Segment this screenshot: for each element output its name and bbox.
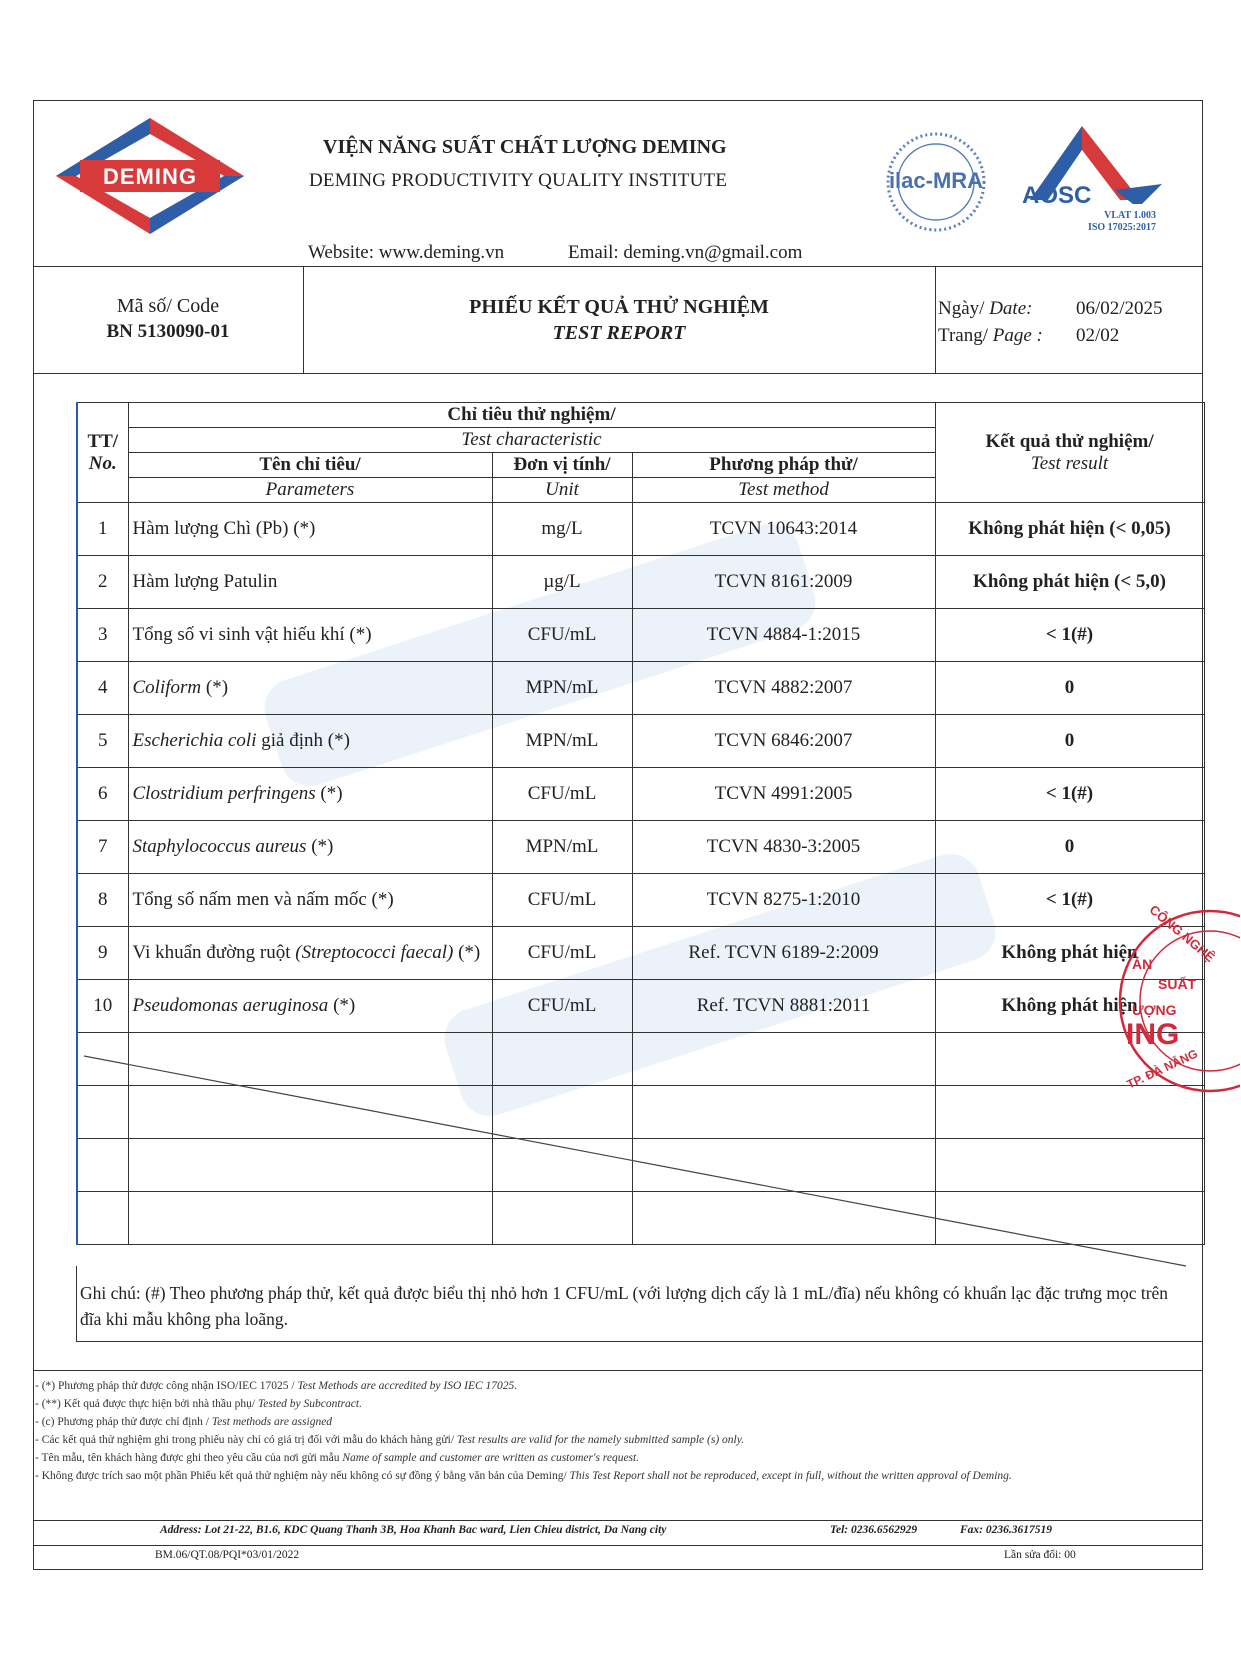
- deming-logo: [52, 114, 248, 238]
- stamp-line2: SUẤT: [1158, 976, 1197, 992]
- page-label-en: Page :: [992, 325, 1043, 346]
- footnote-line: [35, 1431, 1195, 1449]
- row-number: 9: [77, 927, 128, 980]
- strike-line: [76, 1048, 1203, 1273]
- date-label-en: Date:: [989, 298, 1033, 319]
- row-number: 4: [77, 662, 128, 715]
- divider: [935, 266, 936, 373]
- stamp-bottom: TP. ĐÀ NẴNG: [1124, 1046, 1200, 1092]
- row-unit: CFU/mL: [492, 768, 632, 821]
- page-value: 02/02: [1076, 325, 1120, 346]
- table-row: [77, 609, 1204, 662]
- row-number: 3: [77, 609, 128, 662]
- date-label-vi: Ngày/: [938, 298, 985, 319]
- table-row: [77, 874, 1204, 927]
- footnote-vi: - Không được trích sao một phần Phiếu kết quả thử nghiệm này nếu không có sự đồng ý bằng văn bản của Deming/: [35, 1470, 570, 1482]
- parameter-name: (*): [328, 995, 356, 1016]
- footnote-en: Test Methods are accredited by ISO IEC 17025.: [297, 1380, 518, 1392]
- table-row: [77, 821, 1204, 874]
- code-label: Mã số/ Code: [116, 295, 220, 317]
- footnote-en: Test methods are assigned: [211, 1416, 333, 1428]
- footnote-line: [35, 1467, 1195, 1485]
- ilac-text: ilac-MRA: [888, 168, 984, 193]
- parameter-name-italic: Pseudomonas aeruginosa: [132, 995, 329, 1016]
- param-header-en: Parameters: [128, 478, 492, 503]
- row-method: Ref. TCVN 6189-2:2009: [632, 927, 935, 980]
- parameter-name: Tổng số nấm men và nấm mốc (*): [132, 889, 394, 910]
- date-label: [938, 298, 1032, 320]
- char-header-en: Test characteristic: [128, 428, 935, 453]
- result-header-en: Test result: [1030, 452, 1109, 474]
- footnote-line: [35, 1449, 1195, 1467]
- row-parameter: [128, 556, 492, 609]
- footnote-line: [35, 1413, 1195, 1431]
- footnote-en: Name of sample and customer are written as customer's request.: [342, 1452, 640, 1464]
- row-unit: CFU/mL: [492, 609, 632, 662]
- aosc-logo: [1020, 124, 1170, 238]
- row-method: TCVN 4830-3:2005: [632, 821, 935, 874]
- stamp-ring-text: CÔNG NGHỆ: [1146, 901, 1218, 966]
- row-number: 6: [77, 768, 128, 821]
- parameter-name: (*): [453, 942, 481, 963]
- parameter-name-italic: Clostridium perfringens: [132, 783, 316, 804]
- row-unit: CFU/mL: [492, 927, 632, 980]
- parameter-name: (*): [315, 783, 343, 804]
- report-title-vi: PHIẾU KẾT QUẢ THỬ NGHIỆM: [469, 296, 769, 318]
- row-result: 0: [935, 715, 1204, 768]
- row-number: 5: [77, 715, 128, 768]
- table-row: [77, 556, 1204, 609]
- report-title-en: TEST REPORT: [552, 322, 686, 344]
- parameter-name: Hàm lượng Patulin: [132, 571, 278, 592]
- row-number: 8: [77, 874, 128, 927]
- row-number: 2: [77, 556, 128, 609]
- row-unit: CFU/mL: [492, 980, 632, 1033]
- row-unit: MPN/mL: [492, 662, 632, 715]
- param-header-vi: Tên chỉ tiêu/: [128, 453, 492, 478]
- row-parameter: [128, 662, 492, 715]
- row-parameter: [128, 980, 492, 1033]
- row-unit: CFU/mL: [492, 874, 632, 927]
- result-header: [935, 403, 1204, 503]
- row-unit: MPN/mL: [492, 715, 632, 768]
- row-parameter: [128, 768, 492, 821]
- parameter-name: Hàm lượng Chì (Pb) (*): [132, 518, 316, 539]
- footnote-vi: - (*) Phương pháp thử được công nhận ISO/IEC 17025 /: [35, 1380, 298, 1392]
- company-stamp: [1112, 901, 1240, 1096]
- row-method: TCVN 6846:2007: [632, 715, 935, 768]
- email-text: Email: deming.vn@gmail.com: [568, 242, 803, 263]
- row-parameter: [128, 715, 492, 768]
- method-header-vi: Phương pháp thử/: [632, 453, 935, 478]
- parameter-name: giả định (*): [256, 730, 350, 751]
- stamp-line3: ƯỢNG: [1132, 1002, 1177, 1018]
- aosc-vlat: VLAT 1.003: [1104, 210, 1156, 221]
- form-code: BM.06/QT.08/PQI*03/01/2022: [155, 1549, 300, 1561]
- row-method: Ref. TCVN 8881:2011: [632, 980, 935, 1033]
- footnotes: [35, 1377, 1195, 1485]
- row-result: < 1(#): [935, 874, 1204, 927]
- logo-text: DEMING: [103, 164, 197, 189]
- institute-name-en: DEMING PRODUCTIVITY QUALITY INSTITUTE: [309, 170, 728, 191]
- parameter-name-italic: Staphylococcus aureus: [132, 836, 307, 857]
- stamp-line1: ẢN: [1132, 956, 1153, 972]
- revision-text: Lần sửa đổi: 00: [1004, 1549, 1076, 1561]
- aosc-text: AOSC: [1022, 182, 1092, 209]
- row-method: TCVN 4882:2007: [632, 662, 935, 715]
- ilac-mra-logo: [876, 130, 996, 234]
- row-parameter: [128, 874, 492, 927]
- row-result: Không phát hiện: [935, 927, 1204, 980]
- row-parameter: [128, 609, 492, 662]
- footnote-line: [35, 1377, 1195, 1395]
- row-unit: MPN/mL: [492, 821, 632, 874]
- divider: [33, 1520, 1203, 1521]
- footnote-vi: - Tên mẫu, tên khách hàng được ghi theo yêu cầu của nơi gửi mẫu: [35, 1452, 343, 1464]
- row-method: TCVN 4884-1:2015: [632, 609, 935, 662]
- row-method: TCVN 10643:2014: [632, 503, 935, 556]
- table-row: [77, 715, 1204, 768]
- divider: [33, 266, 1203, 267]
- divider: [33, 1370, 1203, 1371]
- char-header-vi: Chỉ tiêu thử nghiệm/: [128, 403, 935, 428]
- footnote-vi: - (c) Phương pháp thử được chỉ định /: [35, 1416, 212, 1428]
- page-label: [938, 325, 1043, 347]
- divider: [33, 1545, 1203, 1546]
- footnote-en: Tested by Subcontract.: [257, 1398, 362, 1410]
- row-method: TCVN 8275-1:2010: [632, 874, 935, 927]
- row-parameter: [128, 927, 492, 980]
- tel-text: Tel: 0236.6562929: [830, 1524, 918, 1536]
- parameter-name-italic: (Streptococci faecal): [295, 942, 454, 963]
- unit-header-en: Unit: [492, 478, 632, 503]
- row-number: 7: [77, 821, 128, 874]
- table-row: [77, 980, 1204, 1033]
- table-row: [77, 768, 1204, 821]
- date-value: 06/02/2025: [1076, 298, 1163, 319]
- row-result: Không phát hiện (< 5,0): [935, 556, 1204, 609]
- divider: [76, 1341, 1203, 1342]
- divider: [303, 266, 304, 373]
- note-text: Ghi chú: (#) Theo phương pháp thử, kết quả được biểu thị nhỏ hơn 1 CFU/mL (với lượng dịch cấy là 1 mL/đĩa) nếu không có khuẩn lạc đặc trưng mọc trên đĩa khi mẫu không pha loãng.: [80, 1283, 1169, 1329]
- row-method: TCVN 4991:2005: [632, 768, 935, 821]
- no-label: No.: [88, 452, 117, 474]
- stamp-line4: ING: [1126, 1018, 1180, 1051]
- footnote-line: [35, 1395, 1195, 1413]
- row-number: 10: [77, 980, 128, 1033]
- result-header-vi: Kết quả thử nghiệm/: [985, 430, 1154, 452]
- divider: [76, 1266, 77, 1341]
- table-row: [77, 662, 1204, 715]
- row-result: 0: [935, 821, 1204, 874]
- row-parameter: [128, 821, 492, 874]
- row-parameter: [128, 503, 492, 556]
- unit-header-vi: Đơn vị tính/: [492, 453, 632, 478]
- table-row: [77, 503, 1204, 556]
- method-header-en: Test method: [632, 478, 935, 503]
- page-label-vi: Trang/: [938, 325, 988, 346]
- parameter-name: Vi khuẩn đường ruột: [132, 942, 296, 963]
- parameter-name: (*): [201, 677, 229, 698]
- footnote-en: This Test Report shall not be reproduced, except in full, without the written approval of Deming.: [569, 1470, 1012, 1482]
- table-row: [77, 927, 1204, 980]
- row-result: < 1(#): [935, 609, 1204, 662]
- parameter-name-italic: Coliform: [132, 677, 202, 698]
- institute-name-vi: VIỆN NĂNG SUẤT CHẤT LƯỢNG DEMING: [323, 136, 727, 158]
- row-number: 1: [77, 503, 128, 556]
- divider: [33, 373, 1203, 374]
- parameter-name: (*): [306, 836, 334, 857]
- parameter-name: Tổng số vi sinh vật hiếu khí (*): [132, 624, 372, 645]
- footnote-vi: - Các kết quả thử nghiệm ghi trong phiếu này chỉ có giá trị đối với mẫu do khách hàng gửi/: [35, 1434, 457, 1446]
- address-text: Address: Lot 21-22, B1.6, KDC Quang Thanh 3B, Hoa Khanh Bac ward, Lien Chieu district, Da Nang city: [160, 1524, 667, 1536]
- aosc-iso: ISO 17025:2017: [1087, 222, 1156, 233]
- tt-header: [77, 403, 128, 503]
- row-result: Không phát hiện: [935, 980, 1204, 1033]
- row-unit: mg/L: [492, 503, 632, 556]
- row-result: Không phát hiện (< 0,05): [935, 503, 1204, 556]
- website-text: Website: www.deming.vn: [308, 242, 505, 263]
- footnote-en: Test results are valid for the namely submitted sample (s) only.: [456, 1434, 745, 1446]
- footnote-vi: - (**) Kết quả được thực hiện bởi nhà thầu phụ/: [35, 1398, 258, 1410]
- fax-text: Fax: 0236.3617519: [960, 1524, 1052, 1536]
- row-method: TCVN 8161:2009: [632, 556, 935, 609]
- code-value: BN 5130090-01: [106, 321, 230, 342]
- tt-label: TT/: [87, 430, 119, 452]
- parameter-name-italic: Escherichia coli: [132, 730, 257, 751]
- row-result: < 1(#): [935, 768, 1204, 821]
- row-result: 0: [935, 662, 1204, 715]
- row-unit: µg/L: [492, 556, 632, 609]
